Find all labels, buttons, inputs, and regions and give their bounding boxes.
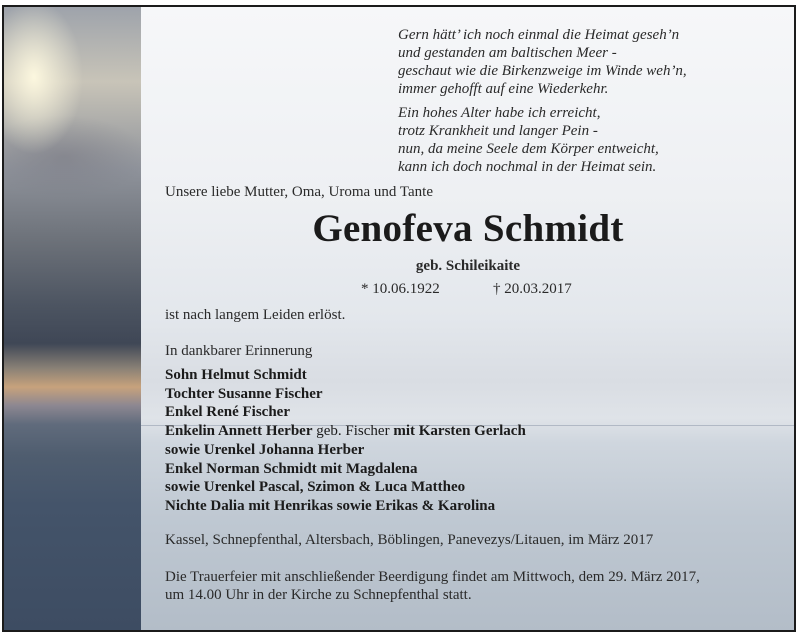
mourners-list [165, 366, 526, 516]
obituary-frame [2, 5, 796, 632]
poem-line: kann ich doch nochmal in der Heimat sein. [398, 159, 657, 175]
mourner-line: sowie Urenkel Johanna Herber [165, 441, 365, 458]
poem-stanza [398, 26, 768, 98]
poem-line: geschaut wie die Birkenzweige im Winde weh’n, [398, 63, 687, 79]
mourner-partner: mit Karsten Gerlach [393, 423, 526, 440]
poem-line: Gern hätt’ ich noch einmal die Heimat geseh’n [398, 27, 680, 43]
poem-line: und gestanden am baltischen Meer - [398, 45, 617, 61]
poem-line: Ein hohes Alter habe ich erreicht, [398, 105, 601, 121]
life-dates [361, 281, 572, 298]
birth-name: geb. Schileikaite [415, 258, 521, 274]
poem [398, 26, 768, 182]
release-text: ist nach langem Leiden erlöst. [165, 307, 346, 323]
memory-heading: In dankbarer Erinnerung [165, 343, 313, 359]
mourner-line: sowie Urenkel Pascal, Szimon & Luca Mattheo [165, 479, 466, 496]
mourner-maiden-name: geb. Fischer [312, 423, 394, 440]
mourner-line: Tochter Susanne Fischer [165, 385, 323, 402]
mourner-line: Sohn Helmut Schmidt [165, 367, 307, 383]
birth-date: * 10.06.1922 [361, 281, 440, 297]
funeral-line: um 14.00 Uhr in der Kirche zu Schnepfenthal statt. [165, 587, 472, 603]
poem-line: immer gehofft auf eine Wiederkehr. [398, 81, 609, 97]
obituary-content [4, 7, 794, 630]
funeral-notice [165, 568, 700, 604]
funeral-line: Die Trauerfeier mit anschließender Beerdigung findet am Mittwoch, dem 29. März 2017, [165, 569, 700, 585]
poem-line: trotz Krankheit und langer Pein - [398, 123, 598, 139]
mourner-line: Nichte Dalia mit Henrikas sowie Erikas & Karolina [165, 497, 496, 514]
mourner-line [165, 422, 526, 441]
deceased-name: Genofeva Schmidt [312, 207, 624, 250]
poem-line: nun, da meine Seele dem Körper entweicht, [398, 141, 659, 157]
mourner-line: Enkel Norman Schmidt mit Magdalena [165, 460, 418, 477]
death-date: † 20.03.2017 [493, 281, 572, 297]
poem-stanza [398, 104, 768, 176]
mourner-name: Enkelin Annett Herber [165, 423, 313, 440]
mourner-line: Enkel René Fischer [165, 404, 290, 421]
intro-text: Unsere liebe Mutter, Oma, Uroma und Tante [165, 184, 433, 200]
places-and-date: Kassel, Schnepfenthal, Altersbach, Böblingen, Panevezys/Litauen, im März 2017 [165, 532, 654, 548]
